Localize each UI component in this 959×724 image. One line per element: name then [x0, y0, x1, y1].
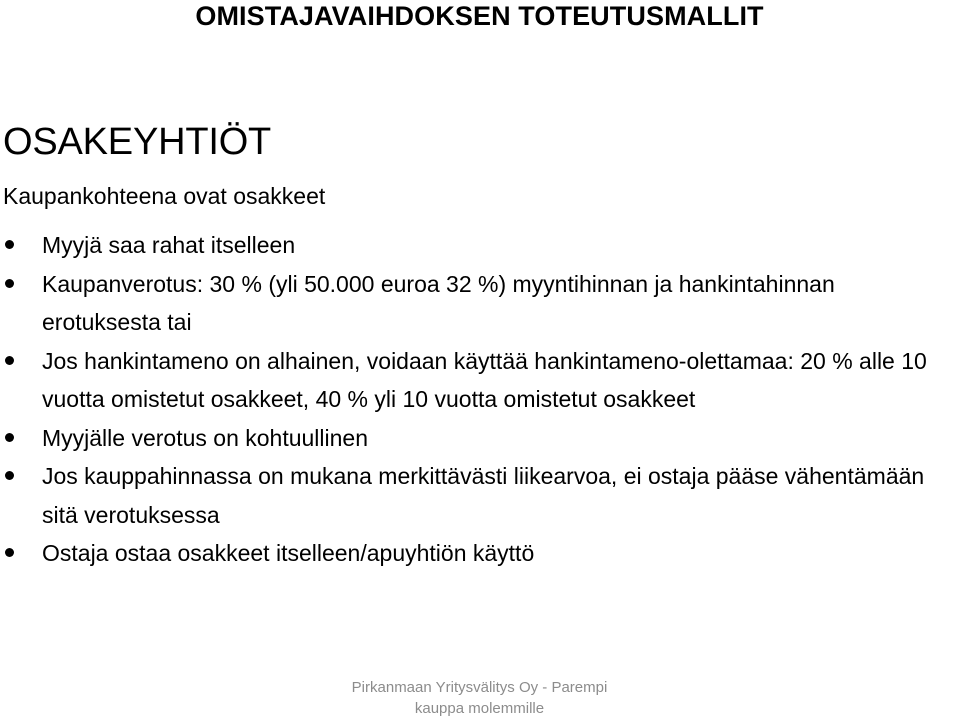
bullet-item [0, 226, 959, 265]
bullet-list [0, 226, 959, 573]
bullet-text: Myyjälle verotus on kohtuullinen [42, 424, 369, 451]
bullet-dot-icon [5, 240, 14, 249]
section-heading: OSAKEYHTIÖT [3, 121, 272, 163]
bullet-dot-icon [5, 471, 14, 480]
footer-line-1: Pirkanmaan Yritysvälitys Oy - Parempi [351, 679, 608, 696]
bullet-text: Kaupanverotus: 30 % (yli 50.000 euroa 32 %) myyntihinnan ja hankintahinnan erotuksesta tai [42, 270, 835, 335]
footer-line-2: kauppa molemmille [414, 700, 545, 717]
bullet-dot-icon [5, 356, 14, 365]
bullet-dot-icon [5, 433, 14, 442]
slide-title: OMISTAJAVAIHDOKSEN TOTEUTUSMALLIT [195, 1, 764, 31]
bullet-item [0, 534, 959, 573]
bullet-dot-icon [5, 548, 14, 557]
bullet-text: Ostaja ostaa osakkeet itselleen/apuyhtiön käyttö [42, 540, 535, 566]
bullet-dot-icon [5, 279, 14, 288]
bullet-item [0, 265, 959, 342]
bullet-text: Jos hankintameno on alhainen, voidaan käyttää hankintameno-olettamaa: 20 % alle 10 vuotta omistetut osakkeet, 40 % yli 10 vuotta omistetut osakkeet [42, 347, 927, 412]
intro-text: Kaupankohteena ovat osakkeet [3, 183, 326, 209]
bullet-text: Jos kauppahinnassa on mukana merkittävästi liikearvoa, ei ostaja pääse vähentämään sitä verotuksessa [42, 463, 925, 528]
bullet-item [0, 457, 959, 534]
slide-footer [0, 677, 959, 719]
bullet-item [0, 419, 959, 458]
bullet-item [0, 342, 959, 419]
bullet-text: Myyjä saa rahat itselleen [42, 232, 296, 258]
